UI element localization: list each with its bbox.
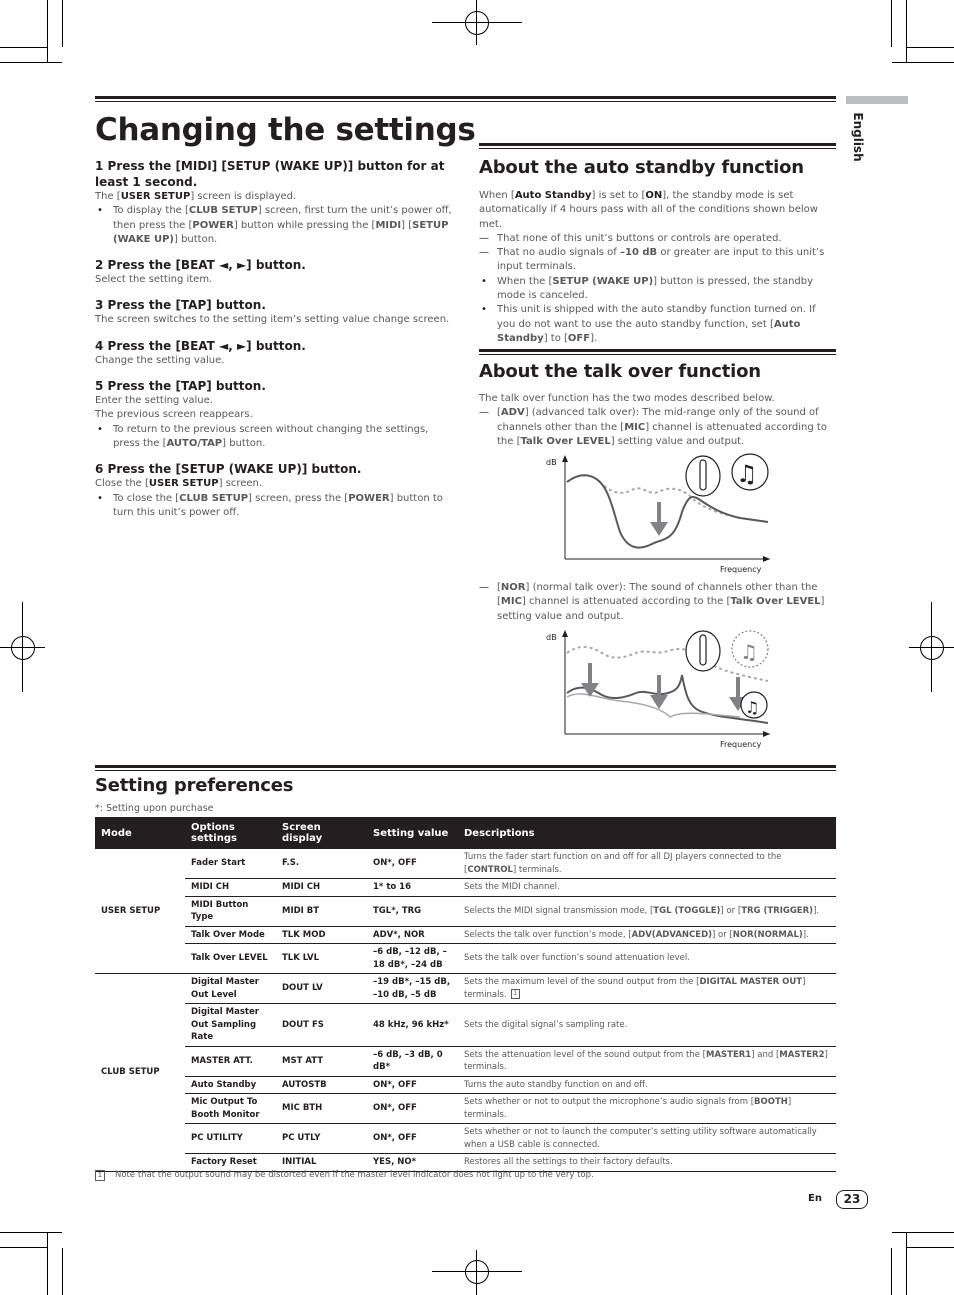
footnote-marker: 1: [95, 1170, 105, 1181]
description-cell: Selects the MIDI signal transmission mode, [TGL (TOGGLE)] or [TRG (TRIGGER)].: [458, 896, 836, 926]
table-row: [95, 974, 836, 1004]
auto-standby-bullet: • When the [SETUP (WAKE UP)] button is pressed, the standby mode is canceled.: [481, 275, 814, 302]
footnote-text: Note that the output sound may be distorted even if the master level indicator does not light up to the very top.: [115, 1170, 594, 1180]
option-cell: Mic Output To Booth Monitor: [185, 1094, 276, 1124]
step-heading: 2 Press the [BEAT ◄, ►] button.: [95, 258, 306, 273]
step-text: The screen switches to the setting item’s setting value change screen.: [95, 314, 450, 326]
column-header: Mode: [95, 817, 185, 849]
steps-list: [95, 158, 455, 530]
table-row: [95, 944, 836, 974]
bullet-marker: •: [97, 423, 103, 435]
setting-value-cell: –6 dB, –12 dB, –18 dB*, –24 dB: [367, 944, 458, 974]
auto-standby-condition: — That no audio signals of –10 dB or greater are input to this unit’s input terminals.: [479, 247, 825, 273]
talk-over-intro: The talk over function has the two modes described below.: [479, 393, 775, 404]
screen-display-cell: MIC BTH: [276, 1094, 367, 1124]
auto-standby-condition: — That none of this unit’s buttons or controls are operated.: [479, 232, 836, 246]
step-bullet: • To close the [CLUB SETUP] screen, press the [POWER] button to turn this unit’s power off.: [97, 492, 443, 518]
talk-over-adv-item: — [ADV] (advanced talk over): The mid-range only of the sound of channels other than the [MIC] channel is attenuated according to the [Talk Over LEVEL] setting value and output.: [479, 407, 827, 447]
table-row: [95, 1076, 836, 1094]
setting-value-cell: ADV*, NOR: [367, 926, 458, 944]
description-cell: Turns the auto standby function on and off.: [458, 1076, 836, 1094]
setting-value-cell: 1* to 16: [367, 879, 458, 897]
column-header: Setting value: [367, 817, 458, 849]
description-cell: Sets whether or not to output the microphone’s audio signals from [BOOTH] terminals.: [458, 1094, 836, 1124]
step-item: [95, 257, 455, 287]
screen-display-cell: TLK LVL: [276, 944, 367, 974]
option-cell: Auto Standby: [185, 1076, 276, 1094]
purchase-note: *: Setting upon purchase: [95, 803, 214, 814]
section-rule-thin: [479, 354, 836, 355]
talk-over-heading: About the talk over function: [479, 361, 761, 382]
talk-over-nor-item: — [NOR] (normal talk over): The sound of channels other than the [MIC] channel is attenuated according to the [Talk Over LEVEL] setting value and output.: [479, 582, 825, 622]
description-cell: Restores all the settings to their factory defaults.: [458, 1154, 836, 1172]
dash-marker: —: [479, 232, 489, 244]
table-row: [95, 849, 836, 879]
talk-over-nor: [479, 581, 836, 624]
screen-display-cell: PC UTLY: [276, 1124, 367, 1154]
step-heading: 1 Press the [MIDI] [SETUP (WAKE UP)] button for at least 1 second.: [95, 159, 445, 189]
option-cell: Factory Reset: [185, 1154, 276, 1172]
page-title: Changing the settings: [95, 112, 476, 148]
bullet-marker: •: [97, 205, 103, 217]
step-heading: 3 Press the [TAP] button.: [95, 298, 266, 313]
step-text: The previous screen reappears.: [95, 409, 253, 421]
screen-display-cell: MIDI CH: [276, 879, 367, 897]
page-number: 23: [836, 1190, 868, 1209]
table-header-row: [95, 817, 836, 849]
bullet-marker: •: [481, 304, 487, 316]
bullet-marker: •: [481, 275, 487, 287]
step-text: The [USER SETUP] screen is displayed.: [95, 191, 297, 202]
table-row: [95, 1124, 836, 1154]
step-text: Change the setting value.: [95, 354, 225, 366]
screen-display-cell: MST ATT: [276, 1046, 367, 1076]
section-rule: [95, 765, 836, 768]
step-bullet: • To return to the previous screen without changing the settings, press the [AUTO/TAP] button.: [97, 423, 429, 449]
option-cell: MIDI CH: [185, 879, 276, 897]
section-rule-thin: [95, 770, 836, 771]
dash-marker: —: [479, 247, 489, 259]
graph-ylabel: dB: [546, 633, 557, 642]
screen-display-cell: DOUT LV: [276, 974, 367, 1004]
setting-value-cell: TGL*, TRG: [367, 896, 458, 926]
step-item: [95, 338, 455, 368]
column-header: Screen display: [276, 817, 367, 849]
setting-value-cell: –6 dB, –3 dB, 0 dB*: [367, 1046, 458, 1076]
option-cell: Digital Master Out Sampling Rate: [185, 1004, 276, 1047]
step-bullet: • To display the [CLUB SETUP] screen, first turn the unit’s power off, then press the [POWER] button while pressing the [MIDI] [SETUP (WAKE UP)] button.: [97, 205, 452, 245]
graph-xlabel: Frequency: [720, 565, 762, 574]
talk-over-nor-graph: [540, 627, 775, 752]
section-rule-thin: [479, 148, 836, 149]
title-rule-thin: [95, 101, 836, 102]
option-cell: Digital Master Out Level: [185, 974, 276, 1004]
description-cell: Sets the digital signal’s sampling rate.: [458, 1004, 836, 1047]
talk-over-body: [479, 392, 836, 449]
step-item: [95, 297, 455, 327]
section-rule: [479, 349, 836, 352]
mode-cell: USER SETUP: [95, 849, 185, 974]
graph-xlabel: Frequency: [720, 740, 762, 749]
option-cell: MIDI Button Type: [185, 896, 276, 926]
setting-value-cell: ON*, OFF: [367, 1076, 458, 1094]
step-text: Select the setting item.: [95, 274, 213, 286]
music-note-icon: ♫: [740, 640, 758, 664]
step-text: Close the [USER SETUP] screen.: [95, 478, 263, 490]
setting-value-cell: ON*, OFF: [367, 1124, 458, 1154]
description-cell: Turns the fader start function on and off for all DJ players connected to the [CONTROL] terminals.: [458, 849, 836, 879]
screen-display-cell: F.S.: [276, 849, 367, 879]
auto-standby-body: [479, 189, 836, 346]
screen-display-cell: TLK MOD: [276, 926, 367, 944]
setting-value-cell: YES, NO*: [367, 1154, 458, 1172]
setting-value-cell: ON*, OFF: [367, 1094, 458, 1124]
screen-display-cell: DOUT FS: [276, 1004, 367, 1047]
column-header: Descriptions: [458, 817, 836, 849]
screen-display-cell: INITIAL: [276, 1154, 367, 1172]
table-footnote: [95, 1168, 836, 1182]
description-cell: Sets the MIDI channel.: [458, 879, 836, 897]
auto-standby-heading: About the auto standby function: [479, 157, 804, 178]
auto-standby-intro: When [Auto Standby] is set to [ON], the standby mode is set automatically if 4 hours pass with all of the conditions shown below met.: [479, 190, 818, 230]
step-item: [95, 378, 455, 451]
footnote-ref: 1: [511, 989, 520, 999]
description-cell: Selects the talk over function’s mode, [ADV(ADVANCED)] or [NOR(NORMAL)].: [458, 926, 836, 944]
section-rule: [479, 143, 836, 146]
bullet-marker: •: [97, 492, 103, 504]
step-item: [95, 158, 455, 247]
table-row: [95, 1004, 836, 1047]
table-row: [95, 896, 836, 926]
step-item: [95, 461, 455, 520]
settings-table: [95, 817, 836, 1172]
option-cell: Fader Start: [185, 849, 276, 879]
language-tab-bar: [846, 96, 908, 104]
description-cell: Sets the maximum level of the sound output from the [DIGITAL MASTER OUT] terminals. 1: [458, 974, 836, 1004]
description-cell: Sets the attenuation level of the sound output from the [MASTER1] and [MASTER2] terminals.: [458, 1046, 836, 1076]
table-row: [95, 926, 836, 944]
setting-preferences-heading: Setting preferences: [95, 775, 294, 796]
option-cell: Talk Over Mode: [185, 926, 276, 944]
screen-display-cell: MIDI BT: [276, 896, 367, 926]
table-row: [95, 1094, 836, 1124]
table-row: [95, 1046, 836, 1076]
step-heading: 5 Press the [TAP] button.: [95, 379, 266, 394]
graph-ylabel: dB: [546, 458, 557, 467]
screen-display-cell: AUTOSTB: [276, 1076, 367, 1094]
step-heading: 6 Press the [SETUP (WAKE UP)] button.: [95, 462, 362, 477]
setting-value-cell: 48 kHz, 96 kHz*: [367, 1004, 458, 1047]
description-cell: Sets the talk over function’s sound attenuation level.: [458, 944, 836, 974]
option-cell: Talk Over LEVEL: [185, 944, 276, 974]
option-cell: PC UTILITY: [185, 1124, 276, 1154]
mode-cell: CLUB SETUP: [95, 974, 185, 1172]
column-header: Options settings: [185, 817, 276, 849]
title-rule: [95, 96, 836, 99]
auto-standby-bullet: • This unit is shipped with the auto standby function turned on. If you do not want to use the auto standby function, set [Auto Standby] to [OFF].: [481, 304, 816, 344]
table-row: [95, 879, 836, 897]
language-tab-label: English: [851, 112, 865, 162]
option-cell: MASTER ATT.: [185, 1046, 276, 1076]
music-note-icon: ♫: [745, 698, 760, 717]
description-cell: Sets whether or not to launch the computer’s setting utility software automatically when a USB cable is connected.: [458, 1124, 836, 1154]
step-heading: 4 Press the [BEAT ◄, ►] button.: [95, 338, 306, 353]
setting-value-cell: –19 dB*, –15 dB, –10 dB, –5 dB: [367, 974, 458, 1004]
music-note-icon: ♫: [736, 460, 758, 488]
talk-over-adv-graph: [540, 452, 775, 577]
footer-language: En: [808, 1193, 822, 1204]
setting-value-cell: ON*, OFF: [367, 849, 458, 879]
step-text: Enter the setting value.: [95, 395, 213, 407]
